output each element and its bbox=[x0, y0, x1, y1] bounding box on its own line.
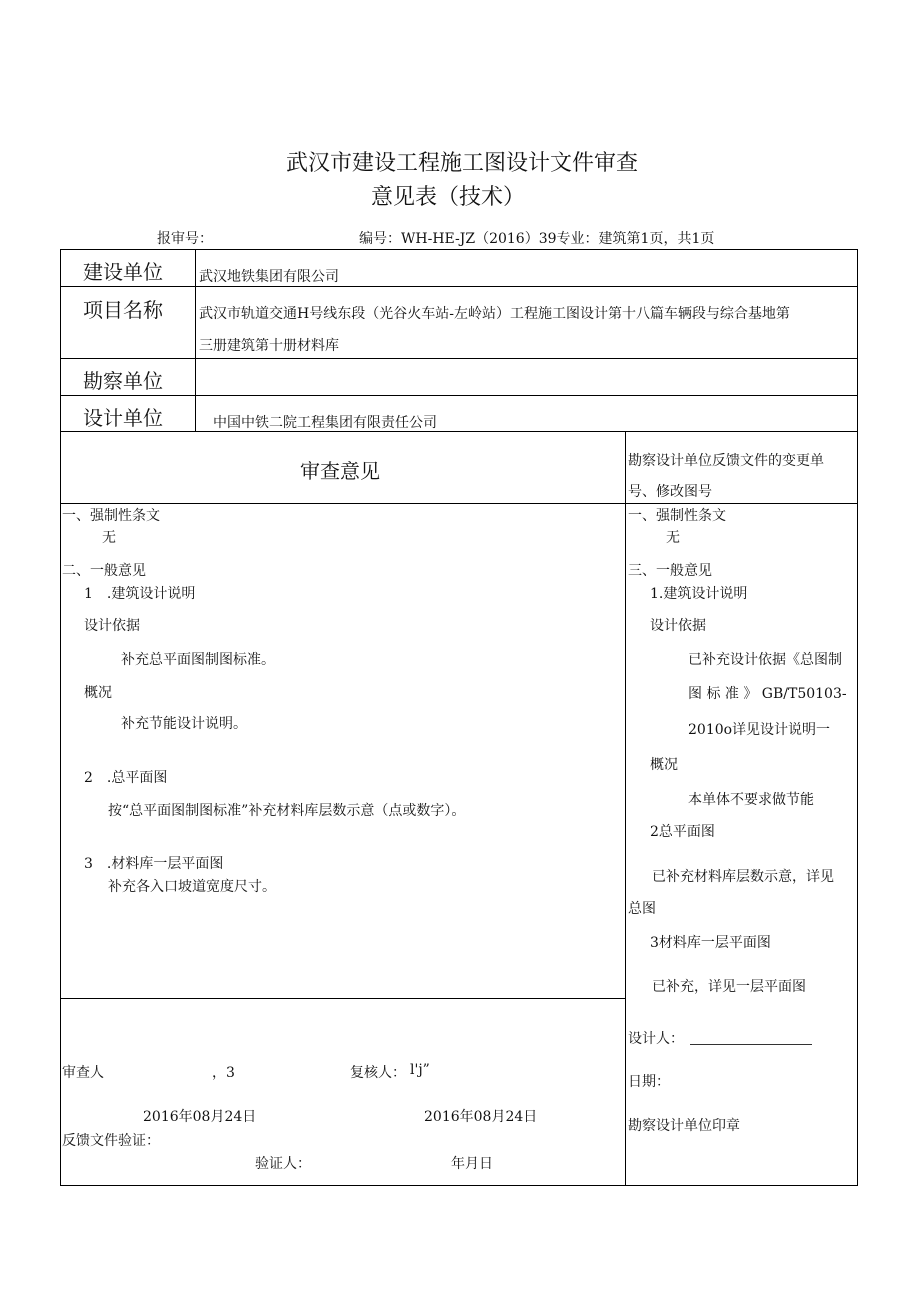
left-mandatory-none: 无 bbox=[102, 530, 116, 546]
project-name-value-line2: 三册建筑第十册材料库 bbox=[199, 338, 339, 354]
construction-unit-value: 武汉地铁集团有限公司 bbox=[199, 269, 339, 285]
right-item-2-note: 已补充材料库层数示意，详见 bbox=[652, 869, 834, 885]
review-date-2: 2016年08月24日 bbox=[424, 1109, 538, 1125]
report-number-label: 报审号： bbox=[157, 231, 213, 247]
survey-unit-label: 勘察单位 bbox=[83, 369, 163, 393]
design-unit-label: 设计单位 bbox=[83, 406, 163, 430]
review-opinion-heading: 审查意见 bbox=[300, 459, 380, 483]
left-overview: 概况 bbox=[84, 685, 112, 701]
project-name-value-line1: 武汉市轨道交通H号线东段（光谷火车站-左岭站）工程施工图设计第十八篇车辆段与综合基地第 bbox=[199, 306, 790, 322]
right-item-2: 2总平面图 bbox=[650, 824, 715, 840]
serial-number: 编号：WH-HE-JZ（2016）39专业：建筑第1页，共1页 bbox=[359, 231, 715, 247]
construction-unit-label: 建设单位 bbox=[83, 260, 163, 284]
right-overview: 概况 bbox=[650, 757, 678, 773]
right-item-3-note: 已补充，详见一层平面图 bbox=[652, 979, 806, 995]
feedback-heading-line2: 号、修改图号 bbox=[628, 484, 712, 500]
review-date-1: 2016年08月24日 bbox=[143, 1109, 257, 1125]
left-mandatory-heading: 一、强制性条文 bbox=[62, 508, 160, 524]
verify-date: 年月日 bbox=[451, 1156, 493, 1172]
checker-signature: l'j” bbox=[410, 1062, 430, 1078]
feedback-heading-line1: 勘察设计单位反馈文件的变更单 bbox=[628, 453, 824, 469]
reviewer-signature: ，3 bbox=[212, 1065, 235, 1081]
right-item-1: 1.建筑设计说明 bbox=[650, 586, 748, 602]
designer-signature-line bbox=[690, 1044, 812, 1045]
right-design-basis-line1: 已补充设计依据《总图制 bbox=[688, 652, 842, 668]
right-overview-note: 本单体不要求做节能 bbox=[688, 792, 814, 808]
feedback-verification-label: 反馈文件验证： bbox=[62, 1133, 160, 1149]
left-item-1: 1 .建筑设计说明 bbox=[84, 586, 196, 602]
right-design-basis-line3: 2010o详见设计说明一 bbox=[688, 722, 831, 738]
left-item-2: 2 .总平面图 bbox=[84, 770, 168, 786]
right-design-basis-line2: 图 标 准 》 GB/T50103- bbox=[688, 686, 847, 702]
verifier-label: 验证人： bbox=[255, 1156, 311, 1172]
document-title-line2: 意见表（技术） bbox=[371, 185, 526, 210]
right-mandatory-heading: 一、强制性条文 bbox=[628, 508, 726, 524]
left-design-basis: 设计依据 bbox=[84, 618, 140, 634]
right-item-2-note-cont: 总图 bbox=[628, 901, 656, 917]
seal-label: 勘察设计单位印章 bbox=[628, 1118, 740, 1134]
designer-label: 设计人： bbox=[628, 1031, 684, 1047]
left-general-heading: 二、一般意见 bbox=[62, 563, 146, 579]
right-mandatory-none: 无 bbox=[666, 530, 680, 546]
left-item-3-note: 补充各入口坡道宽度尺寸。 bbox=[108, 879, 276, 895]
checker-label: 复核人： bbox=[350, 1065, 406, 1081]
design-unit-value: 中国中铁二院工程集团有限责任公司 bbox=[213, 415, 437, 431]
right-item-3: 3材料库一层平面图 bbox=[650, 935, 771, 951]
reviewer-label: 审查人 bbox=[62, 1065, 104, 1081]
left-overview-note: 补充节能设计说明。 bbox=[121, 716, 247, 732]
right-design-basis: 设计依据 bbox=[650, 618, 706, 634]
document-title-line1: 武汉市建设工程施工图设计文件审查 bbox=[286, 151, 639, 176]
project-name-label: 项目名称 bbox=[83, 298, 163, 322]
date-label: 日期： bbox=[628, 1074, 670, 1090]
left-item-3: 3 .材料库一层平面图 bbox=[84, 856, 224, 872]
right-general-heading: 三、一般意见 bbox=[628, 563, 712, 579]
left-design-basis-note: 补充总平面图制图标准。 bbox=[121, 652, 275, 668]
left-item-2-note: 按“总平面图制图标准”补充材料库层数示意（点或数字）。 bbox=[108, 803, 466, 819]
